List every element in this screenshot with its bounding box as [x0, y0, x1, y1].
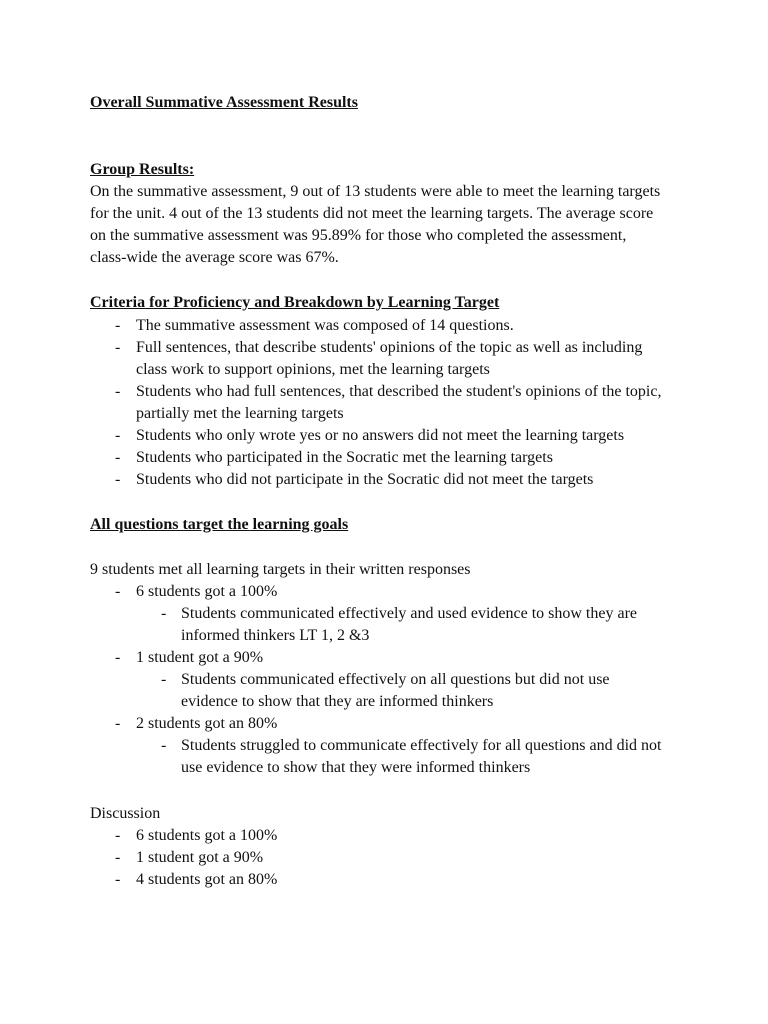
bullet-dash-icon: -	[115, 383, 121, 400]
bullet-item-text: Full sentences, that describe students' opinions of the topic as well as including	[136, 339, 643, 356]
bullet-dash-icon: -	[161, 605, 167, 622]
bullet-dash-icon: -	[115, 871, 121, 888]
bullet-item-text: 2 students got an 80%	[136, 715, 278, 732]
bullet-item-text: 1 student got a 90%	[136, 649, 264, 666]
bullet-item-text: The summative assessment was composed of 14 questions.	[136, 317, 514, 334]
paragraph-line: on the summative assessment was 95.89% for those who completed the assessment,	[90, 227, 627, 244]
sub-bullet-text: informed thinkers LT 1, 2 &3	[181, 627, 370, 644]
paragraph-line: On the summative assessment, 9 out of 13 students were able to meet the learning targets	[90, 183, 661, 200]
bullet-dash-icon: -	[115, 827, 121, 844]
bullet-item-text: 1 student got a 90%	[136, 849, 264, 866]
bullet-dash-icon: -	[115, 427, 121, 444]
intro-text: 9 students met all learning targets in their written responses	[90, 561, 471, 578]
bullet-dash-icon: -	[115, 715, 121, 732]
sub-bullet-text: use evidence to show that they were informed thinkers	[181, 759, 531, 776]
bullet-dash-icon: -	[115, 583, 121, 600]
sub-bullet-text: Students struggled to communicate effectively for all questions and did not	[181, 737, 662, 754]
sub-bullet-text: Students communicated effectively on all questions but did not use	[181, 671, 610, 688]
bullet-item-text: 6 students got a 100%	[136, 827, 278, 844]
bullet-item-text: 6 students got a 100%	[136, 583, 278, 600]
section-heading-all-questions: All questions target the learning goals	[90, 516, 349, 533]
bullet-dash-icon: -	[115, 649, 121, 666]
bullet-item-text: Students who only wrote yes or no answers did not meet the learning targets	[136, 427, 625, 444]
section-heading-group-results: Group Results:	[90, 161, 195, 178]
sub-bullet-text: evidence to show that they are informed thinkers	[181, 693, 494, 710]
bullet-dash-icon: -	[115, 339, 121, 356]
paragraph-line: class-wide the average score was 67%.	[90, 249, 339, 266]
bullet-item-text: Students who did not participate in the Socratic did not meet the targets	[136, 471, 594, 488]
paragraph-line: for the unit. 4 out of the 13 students did not meet the learning targets. The average score	[90, 205, 654, 222]
bullet-dash-icon: -	[115, 317, 121, 334]
section-heading-criteria: Criteria for Proficiency and Breakdown by Learning Target	[90, 294, 500, 311]
section-heading-discussion: Discussion	[90, 805, 161, 822]
document-title: Overall Summative Assessment Results	[90, 94, 358, 111]
sub-bullet-text: Students communicated effectively and used evidence to show they are	[181, 605, 637, 622]
bullet-dash-icon: -	[115, 849, 121, 866]
bullet-dash-icon: -	[161, 737, 167, 754]
bullet-dash-icon: -	[115, 471, 121, 488]
bullet-item-text: 4 students got an 80%	[136, 871, 278, 888]
bullet-item-text: Students who participated in the Socratic met the learning targets	[136, 449, 553, 466]
bullet-item-text: partially met the learning targets	[136, 405, 344, 422]
bullet-dash-icon: -	[161, 671, 167, 688]
bullet-dash-icon: -	[115, 449, 121, 466]
bullet-item-text: Students who had full sentences, that described the student's opinions of the topic,	[136, 383, 662, 400]
bullet-item-text: class work to support opinions, met the learning targets	[136, 361, 490, 378]
